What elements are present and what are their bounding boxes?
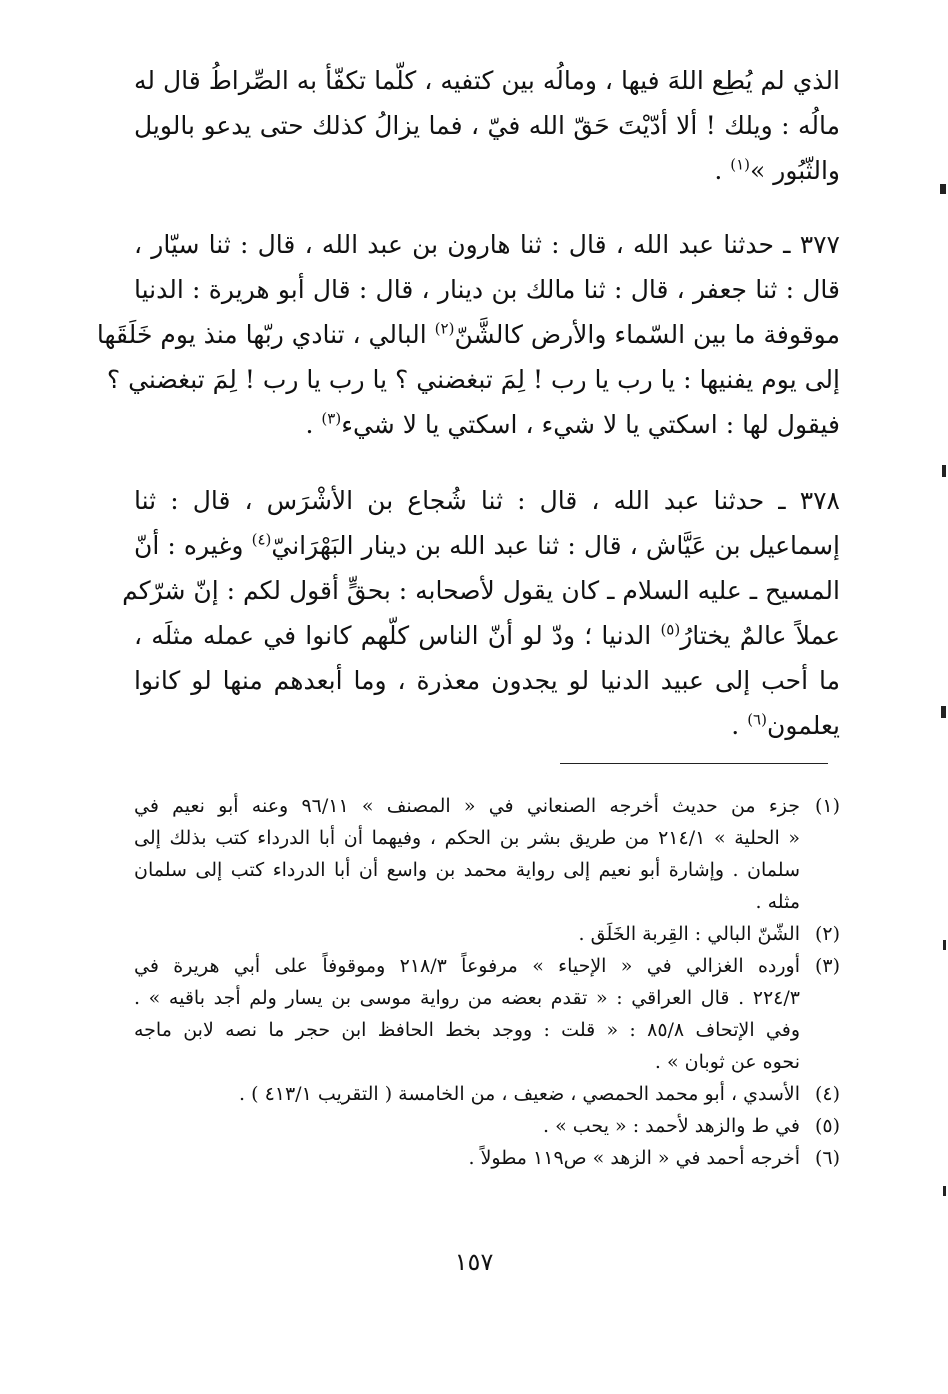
scan-mark [943, 940, 946, 950]
footnote-line: جزء من حديث أخرجه الصنعاني في « المصنف » ٩٦/١١ وعنه أبو نعيم في [134, 795, 800, 817]
scan-mark [941, 706, 946, 718]
footnote-body [134, 1142, 800, 1174]
footnote-number: (٥) [814, 1115, 840, 1137]
footnote-ref-1: (١) [730, 155, 751, 174]
footnote-5 [134, 1110, 840, 1142]
footnote-ref-3: (٣) [321, 409, 342, 428]
text-fragment: الدنيا ؛ ودّ لو أنّ الناس كلّهم كانوا في عمله مثلَه ، [134, 621, 661, 650]
footnote-body [134, 790, 800, 918]
paragraph-1 [134, 58, 840, 193]
footnote-1 [134, 790, 840, 918]
text-fragment: . [305, 410, 322, 439]
footnote-divider [560, 763, 828, 764]
text-fragment: . [714, 156, 731, 185]
footnote-body [134, 950, 800, 1078]
page-number: ١٥٧ [454, 1248, 494, 1276]
text-line: ٣٧٧ ـ حدثنا عبد الله ، قال : ثنا هارون بن عبد الله ، قال : ثنا سيّار ، [134, 230, 840, 259]
footnote-number: (٤) [814, 1083, 840, 1105]
scan-mark [940, 184, 946, 194]
paragraph-377 [96, 222, 840, 447]
footnote-number: (١) [814, 795, 840, 817]
footnote-line: نحوه عن ثوبان » . [654, 1051, 800, 1073]
text-line: ما أحب إلى عبيد الدنيا لو يجدون معذرة ، وما أبعدهم منها لو كانوا [134, 666, 840, 695]
footnotes [134, 790, 840, 1174]
footnote-line: وفي الإتحاف ٨٥/٨ : « قلت : ووجد بخط الحافظ ابن حجر ما نصه لابن ماجه [134, 1019, 800, 1041]
text-line: قال : ثنا جعفر ، قال : ثنا مالك بن دينار ، قال : قال أبو هريرة : الدنيا [134, 275, 840, 304]
footnote-line: أخرجه أحمد في « الزهد » ص١١٩ مطولاً . [468, 1147, 800, 1169]
text-line [134, 703, 840, 748]
text-fragment: البالي ، تنادي ربّها منذ يوم خَلَقَها [96, 320, 435, 349]
text-line [134, 613, 840, 658]
text-fragment: يعلمون [766, 711, 840, 740]
footnote-line: الأسدي ، أبو محمد الحمصي ، ضعيف ، من الخامسة ( التقريب ٤١٣/١ ) . [239, 1083, 800, 1105]
text-line: ٣٧٨ ـ حدثنا عبد الله ، قال : ثنا شُجاع بن الأشْرَس ، قال : ثنا [134, 486, 840, 515]
footnote-2 [134, 918, 840, 950]
text-fragment: عملاً عالمٌ يختارُ [680, 621, 840, 650]
footnote-ref-5: (٥) [660, 620, 681, 639]
footnote-line: ٢٢٤/٣ . قال العراقي : « تقدم بعضه من رواية موسى بن يسار ولم أجد باقيه » . [134, 987, 800, 1009]
text-line: المسيح ـ عليه السلام ـ كان يقول لأصحابه : بحقٍّ أقول لكم : إنّ شرّكم [122, 576, 840, 605]
footnote-ref-2: (٢) [434, 319, 455, 338]
text-fragment: والثّبُور » [750, 156, 840, 185]
footnote-number: (٢) [814, 923, 840, 945]
text-line [134, 148, 840, 193]
footnote-6 [134, 1142, 840, 1174]
footnote-line: أورده الغزالي في « الإحياء » مرفوعاً ٢١٨/٣ وموقوفاً على أبي هريرة في [134, 955, 800, 977]
text-fragment: وغيره : أنّ [134, 531, 252, 560]
footnote-body [134, 1078, 800, 1110]
footnote-ref-4: (٤) [251, 530, 272, 549]
footnote-body [134, 918, 800, 950]
text-line [134, 523, 840, 568]
text-fragment: . [731, 711, 748, 740]
paragraph-378 [122, 478, 840, 748]
text-fragment: إسماعيل بن عَيَّاش ، قال : ثنا عبد الله بن دينار البَهْرَانيّ [271, 531, 840, 560]
text-line [134, 402, 840, 447]
footnote-line: في ط والزهد لأحمد : « يحب » . [543, 1115, 800, 1137]
footnote-number: (٦) [814, 1147, 840, 1169]
footnote-line: « الحلية » ٢١٤/١ من طريق بشر بن الحكم ، وفيهما أن أبا الدرداء كتب بذلك إلى [134, 827, 800, 849]
footnote-line: مثله . [755, 891, 800, 913]
text-line: الذي لم يُطِع اللهَ فيها ، ومالُه بين كتفيه ، كلّما تكفّأ به الصِّراطُ قال له [134, 66, 840, 95]
footnote-4 [134, 1078, 840, 1110]
text-line [96, 312, 840, 357]
footnote-line: سلمان . وإشارة أبو نعيم إلى رواية محمد بن واسع أن أبا الدرداء كتب إلى سلمان [134, 859, 800, 881]
footnote-ref-6: (٦) [747, 710, 767, 729]
footnote-number: (٣) [814, 955, 840, 977]
text-line: إلى يوم يفنيها : يا رب يا رب ! لِمَ تبغضني ؟ يا رب يا رب ! لِمَ تبغضني ؟ [106, 365, 840, 394]
text-fragment: فيقول لها : اسكتي يا لا شيء ، اسكتي يا لا شيء [341, 410, 840, 439]
footnote-line: الشّنّ البالي : القِربة الخَلَق . [578, 923, 800, 945]
scan-mark [942, 465, 946, 477]
footnote-body [134, 1110, 800, 1142]
text-fragment: موقوفة ما بين السّماء والأرض كالشَّنّ [454, 320, 840, 349]
text-line: مالُه : ويلك ! ألا أدّيْتَ حَقّ الله فيّ ، فما يزالُ كذلك حتى يدعو بالويل [134, 111, 840, 140]
footnote-3 [134, 950, 840, 1078]
scan-mark [943, 1186, 946, 1196]
